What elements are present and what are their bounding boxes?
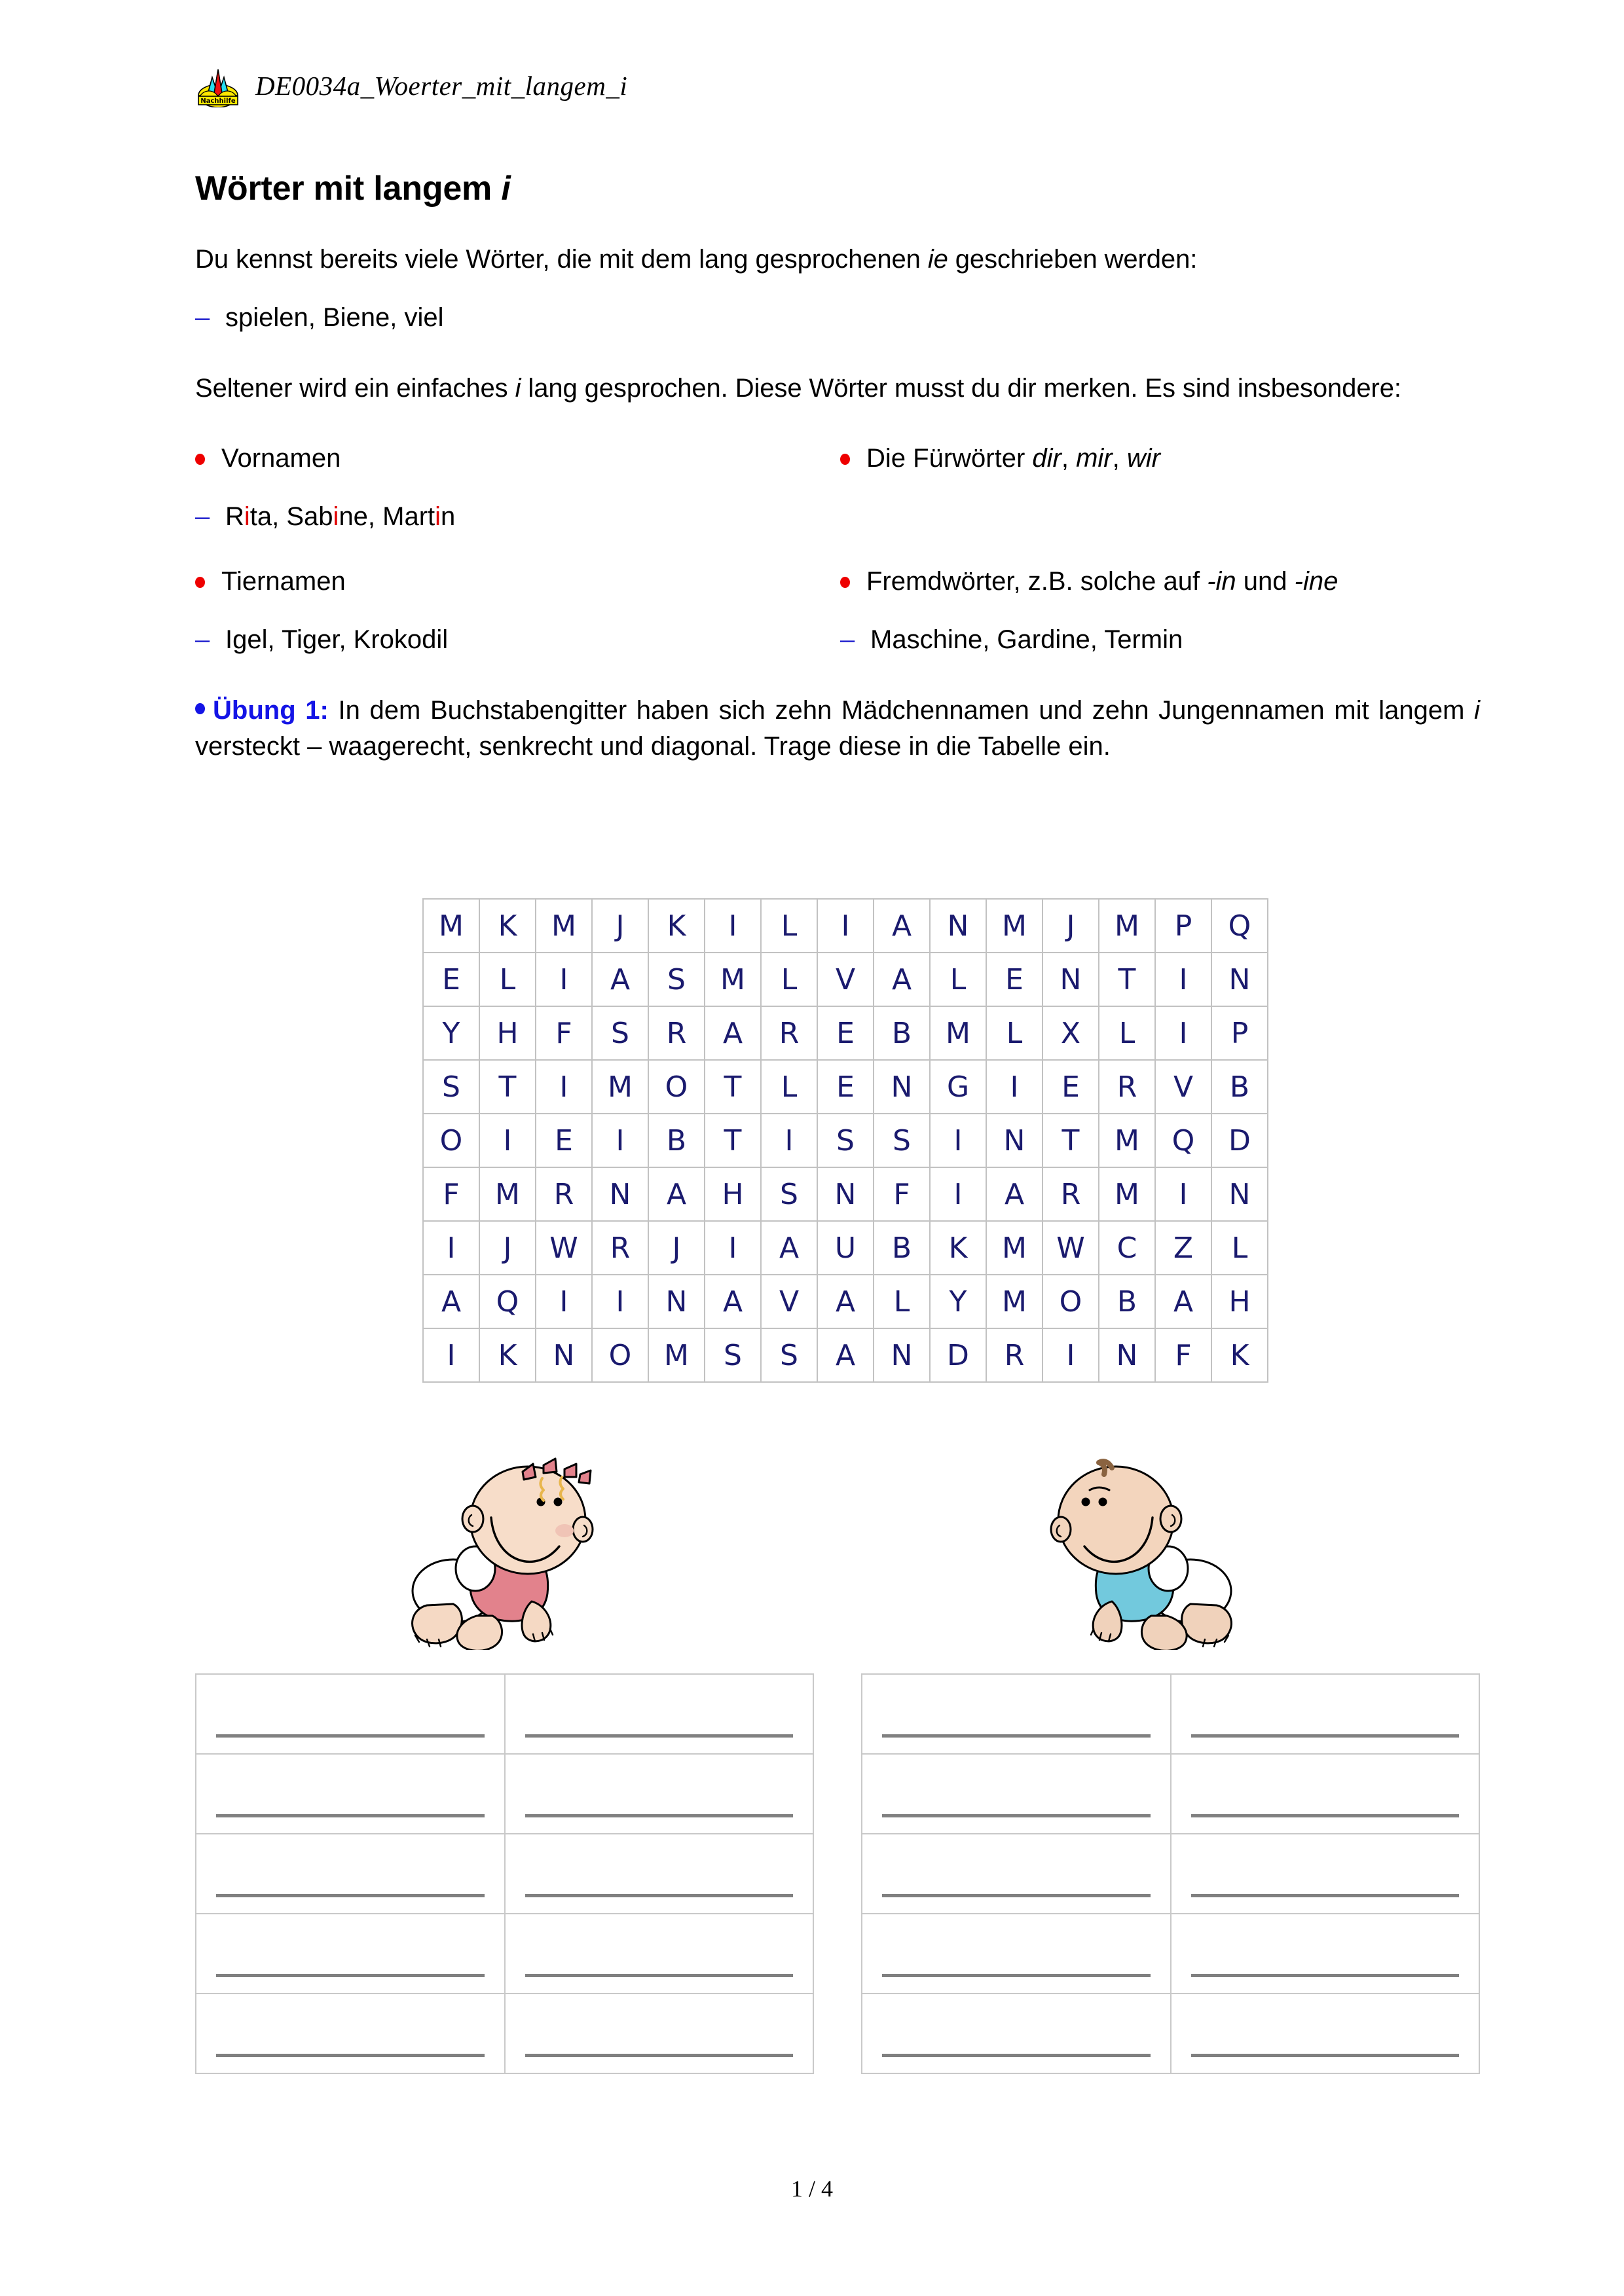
answer-tables-zone[interactable] bbox=[195, 1673, 1480, 2074]
page-number: 1 / 4 bbox=[790, 2176, 833, 2202]
word-grid-cell[interactable]: M bbox=[986, 1221, 1043, 1275]
blue-dot-icon bbox=[195, 703, 205, 714]
write-on-line bbox=[525, 1974, 794, 1977]
word-grid-cell[interactable]: M bbox=[986, 899, 1043, 953]
fuerwoerter-dir: dir bbox=[1032, 443, 1061, 473]
write-on-line bbox=[882, 1814, 1151, 1817]
page-title-text: Wörter mit langem bbox=[195, 170, 502, 208]
dash-bullet-icon: – bbox=[195, 625, 210, 655]
word-grid-cell[interactable]: F bbox=[536, 1006, 592, 1060]
word-grid-cell[interactable]: L bbox=[986, 1006, 1043, 1060]
intro-paragraph-2 bbox=[195, 371, 1480, 407]
write-on-line bbox=[882, 1894, 1151, 1897]
category-col-right-2 bbox=[840, 564, 1480, 658]
fremdwoerter-ine: -ine bbox=[1294, 567, 1338, 596]
word-grid-cell[interactable]: I bbox=[930, 1167, 986, 1221]
word-grid-cell[interactable]: S bbox=[817, 1114, 874, 1167]
category-row-2 bbox=[195, 564, 1480, 658]
answer-row bbox=[196, 1994, 813, 2073]
write-on-line bbox=[882, 1734, 1151, 1738]
word-grid-cell[interactable]: N bbox=[1043, 953, 1099, 1006]
word-grid-cell[interactable]: T bbox=[705, 1114, 761, 1167]
word-grid-cell[interactable]: I bbox=[592, 1114, 648, 1167]
red-dot-icon bbox=[195, 563, 221, 599]
word-grid-cell[interactable]: R bbox=[536, 1167, 592, 1221]
word-grid-cell[interactable]: T bbox=[705, 1060, 761, 1114]
word-grid-cell[interactable]: M bbox=[986, 1275, 1043, 1328]
word-grid-cell[interactable]: N bbox=[592, 1167, 648, 1221]
answer-cell[interactable] bbox=[1171, 1914, 1480, 1994]
write-on-line bbox=[525, 2054, 794, 2057]
word-grid-cell[interactable]: I bbox=[592, 1275, 648, 1328]
word-grid-cell[interactable]: R bbox=[761, 1006, 817, 1060]
category-bullet-tiernamen bbox=[195, 564, 840, 600]
word-grid-cell[interactable]: L bbox=[761, 953, 817, 1006]
word-grid-cell[interactable]: B bbox=[1099, 1275, 1155, 1328]
word-grid-row bbox=[423, 1221, 1268, 1275]
answer-cell[interactable] bbox=[505, 1754, 814, 1834]
word-grid-cell[interactable]: N bbox=[1099, 1328, 1155, 1382]
write-on-line bbox=[216, 1894, 485, 1897]
word-grid-cell[interactable]: I bbox=[1155, 1167, 1211, 1221]
intro2-text-b: lang gesprochen. Diese Wörter musst du dir merken. Es sind insbesondere: bbox=[521, 373, 1401, 403]
word-grid-cell[interactable]: I bbox=[817, 899, 874, 953]
word-grid-cell[interactable]: E bbox=[817, 1060, 874, 1114]
word-grid-cell[interactable]: F bbox=[423, 1167, 479, 1221]
word-grid-cell[interactable]: A bbox=[817, 1275, 874, 1328]
intro-example-text: spielen, Biene, viel bbox=[225, 303, 444, 333]
word-grid-cell[interactable]: K bbox=[479, 899, 536, 953]
word-grid-cell[interactable]: M bbox=[1099, 1114, 1155, 1167]
word-grid-cell[interactable]: I bbox=[1155, 953, 1211, 1006]
word-grid-cell[interactable]: Y bbox=[423, 1006, 479, 1060]
word-grid-cell[interactable]: J bbox=[648, 1221, 705, 1275]
category-label-fuerwoerter bbox=[866, 441, 1160, 477]
word-grid-cell[interactable]: N bbox=[1211, 953, 1268, 1006]
word-grid-cell[interactable]: J bbox=[479, 1221, 536, 1275]
answer-cell[interactable] bbox=[1171, 1754, 1480, 1834]
word-grid-cell[interactable]: N bbox=[930, 899, 986, 953]
word-grid-cell[interactable]: M bbox=[1099, 1167, 1155, 1221]
word-grid-cell[interactable]: S bbox=[874, 1114, 930, 1167]
word-grid-cell[interactable]: A bbox=[705, 1275, 761, 1328]
answer-row bbox=[196, 1754, 813, 1834]
answer-cell[interactable] bbox=[862, 1674, 1171, 1754]
answer-cell[interactable] bbox=[196, 1994, 505, 2073]
word-grid-cell[interactable]: S bbox=[423, 1060, 479, 1114]
word-grid-row bbox=[423, 1167, 1268, 1221]
word-grid-cell[interactable]: N bbox=[536, 1328, 592, 1382]
word-grid-cell[interactable]: B bbox=[648, 1114, 705, 1167]
word-grid-cell[interactable]: S bbox=[648, 953, 705, 1006]
exercise-text-italic: i bbox=[1474, 695, 1480, 725]
answer-row bbox=[862, 1914, 1479, 1994]
answer-cell[interactable] bbox=[505, 1834, 814, 1914]
write-on-line bbox=[216, 1814, 485, 1817]
word-grid-cell[interactable]: R bbox=[1043, 1167, 1099, 1221]
word-grid-row bbox=[423, 1006, 1268, 1060]
write-on-line bbox=[1191, 1974, 1460, 1977]
word-search-grid[interactable] bbox=[422, 898, 1268, 1383]
word-grid-cell[interactable]: H bbox=[479, 1006, 536, 1060]
word-grid-cell[interactable]: I bbox=[930, 1114, 986, 1167]
word-grid-cell[interactable]: J bbox=[1043, 899, 1099, 953]
word-grid-cell[interactable]: R bbox=[592, 1221, 648, 1275]
document-code-label: DE0034a_Woerter_mit_langem_i bbox=[255, 71, 628, 101]
word-grid-cell[interactable]: I bbox=[705, 899, 761, 953]
answer-cell[interactable] bbox=[1171, 1834, 1480, 1914]
word-grid-cell[interactable]: U bbox=[817, 1221, 874, 1275]
fremdwoerter-prefix: Fremdwörter, z.B. solche auf bbox=[866, 567, 1208, 596]
category-label-fremdwoerter bbox=[866, 564, 1338, 600]
word-grid-cell[interactable]: M bbox=[536, 899, 592, 953]
word-grid-cell[interactable]: L bbox=[874, 1275, 930, 1328]
word-grid-cell[interactable]: C bbox=[1099, 1221, 1155, 1275]
word-grid-cell[interactable]: K bbox=[1211, 1328, 1268, 1382]
word-grid-cell[interactable]: N bbox=[874, 1328, 930, 1382]
word-grid-cell[interactable]: I bbox=[536, 1275, 592, 1328]
exercise-text-b: versteckt – waagerecht, senkrecht und diagonal. Trage diese in die Tabelle ein. bbox=[195, 731, 1111, 761]
word-grid-cell[interactable]: T bbox=[1099, 953, 1155, 1006]
write-on-line bbox=[882, 1974, 1151, 1977]
intro-paragraph-1 bbox=[195, 242, 1480, 278]
word-grid-row bbox=[423, 1060, 1268, 1114]
word-grid-cell[interactable]: N bbox=[986, 1114, 1043, 1167]
word-grid-cell[interactable]: M bbox=[648, 1328, 705, 1382]
answer-cell[interactable] bbox=[505, 1914, 814, 1994]
answer-row bbox=[196, 1834, 813, 1914]
write-on-line bbox=[216, 1734, 485, 1738]
word-grid-cell[interactable]: P bbox=[1211, 1006, 1268, 1060]
category-examples-fremdwoerter bbox=[840, 622, 1480, 658]
category-label-vornamen: Vornamen bbox=[221, 443, 341, 473]
word-grid-cell[interactable]: I bbox=[479, 1114, 536, 1167]
svg-text:Nachhilfe: Nachhilfe bbox=[200, 98, 236, 105]
intro-text-italic: ie bbox=[927, 245, 948, 274]
answer-row bbox=[862, 1674, 1479, 1754]
answer-cell[interactable] bbox=[862, 1994, 1171, 2073]
word-grid-cell[interactable]: S bbox=[761, 1328, 817, 1382]
answer-cell[interactable] bbox=[196, 1914, 505, 1994]
answer-cell[interactable] bbox=[1171, 1994, 1480, 2073]
word-grid-table[interactable] bbox=[422, 898, 1268, 1383]
dash-bullet-icon: – bbox=[195, 501, 210, 531]
word-grid-cell[interactable]: K bbox=[479, 1328, 536, 1382]
word-grid-cell[interactable]: A bbox=[705, 1006, 761, 1060]
word-grid-cell[interactable]: N bbox=[874, 1060, 930, 1114]
intro-example-item bbox=[195, 300, 1480, 336]
category-row-1 bbox=[195, 441, 1480, 535]
intro2-text-italic: i bbox=[515, 373, 521, 403]
baby-girl-illustration bbox=[393, 1434, 609, 1653]
word-grid-cell[interactable]: V bbox=[761, 1275, 817, 1328]
word-grid-cell[interactable]: W bbox=[1043, 1221, 1099, 1275]
category-col-left-1 bbox=[195, 441, 840, 535]
category-label-tiernamen: Tiernamen bbox=[221, 567, 346, 596]
category-bullet-fremdwoerter bbox=[840, 564, 1480, 600]
word-grid-cell[interactable]: V bbox=[1155, 1060, 1211, 1114]
answer-table-right[interactable] bbox=[861, 1673, 1480, 2074]
fuerwoerter-sep2: , bbox=[1112, 443, 1127, 473]
write-on-line bbox=[216, 1974, 485, 1977]
word-grid-cell[interactable]: I bbox=[536, 953, 592, 1006]
word-grid-cell[interactable]: L bbox=[1211, 1221, 1268, 1275]
word-grid-cell[interactable]: L bbox=[761, 1060, 817, 1114]
word-grid-cell[interactable]: Q bbox=[479, 1275, 536, 1328]
word-grid-cell[interactable]: Q bbox=[1155, 1114, 1211, 1167]
baby-boy-illustration bbox=[1035, 1434, 1251, 1653]
word-grid-cell[interactable]: E bbox=[536, 1114, 592, 1167]
answer-cell[interactable] bbox=[505, 1994, 814, 2073]
word-grid-cell[interactable]: B bbox=[874, 1006, 930, 1060]
document-header bbox=[196, 64, 627, 107]
word-grid-cell[interactable]: A bbox=[592, 953, 648, 1006]
word-grid-cell[interactable]: A bbox=[423, 1275, 479, 1328]
answer-row bbox=[862, 1994, 1479, 2073]
answer-cell[interactable] bbox=[196, 1674, 505, 1754]
write-on-line bbox=[216, 2054, 485, 2057]
write-on-line bbox=[882, 2054, 1151, 2057]
word-grid-cell[interactable]: E bbox=[817, 1006, 874, 1060]
answer-row bbox=[196, 1914, 813, 1994]
word-grid-cell[interactable]: G bbox=[930, 1060, 986, 1114]
word-grid-cell[interactable]: R bbox=[986, 1328, 1043, 1382]
exercise-text-a: In dem Buchstabengitter haben sich zehn Mädchennamen und zehn Jungennamen mit langem bbox=[328, 695, 1475, 725]
answer-cell[interactable] bbox=[196, 1754, 505, 1834]
red-dot-icon bbox=[840, 563, 866, 599]
fuerwoerter-sep1: , bbox=[1061, 443, 1077, 473]
word-grid-cell[interactable]: M bbox=[705, 953, 761, 1006]
word-grid-cell[interactable]: T bbox=[479, 1060, 536, 1114]
page-title bbox=[195, 170, 1480, 208]
word-grid-cell[interactable]: A bbox=[986, 1167, 1043, 1221]
intro-text-a: Du kennst bereits viele Wörter, die mit dem lang gesprochenen bbox=[195, 245, 928, 274]
write-on-line bbox=[525, 1814, 794, 1817]
word-grid-cell[interactable]: I bbox=[1155, 1006, 1211, 1060]
page-footer bbox=[0, 2175, 1624, 2202]
word-grid-cell[interactable]: M bbox=[930, 1006, 986, 1060]
fuerwoerter-wir: wir bbox=[1126, 443, 1160, 473]
word-grid-cell[interactable]: S bbox=[592, 1006, 648, 1060]
write-on-line bbox=[1191, 1734, 1460, 1738]
category-col-left-2 bbox=[195, 564, 840, 658]
exercise-paragraph bbox=[195, 693, 1480, 765]
word-grid-cell[interactable]: L bbox=[930, 953, 986, 1006]
fuerwoerter-mir: mir bbox=[1076, 443, 1113, 473]
word-grid-cell[interactable]: O bbox=[1043, 1275, 1099, 1328]
category-bullet-fuerwoerter bbox=[840, 441, 1480, 477]
write-on-line bbox=[525, 1894, 794, 1897]
word-grid-row bbox=[423, 1328, 1268, 1382]
word-grid-cell[interactable]: X bbox=[1043, 1006, 1099, 1060]
write-on-line bbox=[1191, 1894, 1460, 1897]
word-grid-cell[interactable]: Q bbox=[1211, 899, 1268, 953]
word-grid-cell[interactable]: E bbox=[986, 953, 1043, 1006]
word-grid-cell[interactable]: H bbox=[1211, 1275, 1268, 1328]
word-grid-cell[interactable]: I bbox=[761, 1114, 817, 1167]
category-examples-vornamen bbox=[195, 499, 840, 535]
word-grid-cell[interactable]: E bbox=[1043, 1060, 1099, 1114]
word-grid-cell[interactable]: M bbox=[423, 899, 479, 953]
answer-cell[interactable] bbox=[862, 1914, 1171, 1994]
word-grid-cell[interactable]: W bbox=[536, 1221, 592, 1275]
intro-text-b: geschrieben werden: bbox=[948, 245, 1198, 274]
word-grid-cell[interactable]: V bbox=[817, 953, 874, 1006]
word-grid-cell[interactable]: D bbox=[1211, 1114, 1268, 1167]
word-grid-cell[interactable]: B bbox=[1211, 1060, 1268, 1114]
word-grid-cell[interactable]: J bbox=[592, 899, 648, 953]
answer-table-left[interactable] bbox=[195, 1673, 814, 2074]
fremdwoerter-mid: und bbox=[1236, 567, 1295, 596]
word-grid-cell[interactable]: N bbox=[817, 1167, 874, 1221]
category-col-right-1 bbox=[840, 441, 1480, 535]
word-grid-cell[interactable]: L bbox=[479, 953, 536, 1006]
word-grid-cell[interactable]: R bbox=[1099, 1060, 1155, 1114]
word-grid-cell[interactable]: Y bbox=[930, 1275, 986, 1328]
category-examples-tiernamen bbox=[195, 622, 840, 658]
page-title-italic: i bbox=[501, 170, 511, 208]
red-dot-icon bbox=[840, 440, 866, 476]
word-grid-cell[interactable]: Z bbox=[1155, 1221, 1211, 1275]
word-grid-cell[interactable]: N bbox=[1211, 1167, 1268, 1221]
word-grid-cell[interactable]: K bbox=[930, 1221, 986, 1275]
answer-cell[interactable] bbox=[1171, 1674, 1480, 1754]
nachhilfe-logo-icon bbox=[196, 64, 240, 107]
answer-cell[interactable] bbox=[196, 1834, 505, 1914]
exercise-label: Übung 1: bbox=[213, 695, 329, 725]
word-grid-cell[interactable]: I bbox=[705, 1221, 761, 1275]
word-grid-cell[interactable]: I bbox=[536, 1060, 592, 1114]
word-grid-cell[interactable]: S bbox=[705, 1328, 761, 1382]
word-grid-row bbox=[423, 899, 1268, 953]
category-bullet-vornamen bbox=[195, 441, 840, 477]
word-grid-cell[interactable]: P bbox=[1155, 899, 1211, 953]
tiernamen-example-text: Igel, Tiger, Krokodil bbox=[225, 625, 449, 655]
word-grid-cell[interactable]: F bbox=[874, 1167, 930, 1221]
word-grid-cell[interactable]: A bbox=[874, 953, 930, 1006]
answer-cell[interactable] bbox=[505, 1674, 814, 1754]
word-grid-cell[interactable]: A bbox=[874, 899, 930, 953]
word-grid-cell[interactable]: E bbox=[423, 953, 479, 1006]
dash-bullet-icon: – bbox=[195, 303, 210, 333]
write-on-line bbox=[1191, 2054, 1460, 2057]
write-on-line bbox=[525, 1734, 794, 1738]
word-grid-cell[interactable]: I bbox=[1043, 1328, 1099, 1382]
word-grid-cell[interactable]: A bbox=[761, 1221, 817, 1275]
word-grid-cell[interactable]: R bbox=[648, 1006, 705, 1060]
word-grid-cell[interactable]: O bbox=[648, 1060, 705, 1114]
page-content bbox=[195, 170, 1480, 765]
word-grid-cell[interactable]: I bbox=[423, 1221, 479, 1275]
word-grid-row bbox=[423, 953, 1268, 1006]
word-grid-cell[interactable]: K bbox=[648, 899, 705, 953]
vornamen-example-text: Rita, Sabine, Martin bbox=[225, 501, 456, 531]
word-grid-cell[interactable]: S bbox=[761, 1167, 817, 1221]
write-on-line bbox=[1191, 1814, 1460, 1817]
red-dot-icon bbox=[195, 440, 221, 476]
word-grid-cell[interactable]: M bbox=[592, 1060, 648, 1114]
word-grid-cell[interactable]: M bbox=[1099, 899, 1155, 953]
word-grid-cell[interactable]: F bbox=[1155, 1328, 1211, 1382]
word-grid-cell[interactable]: I bbox=[986, 1060, 1043, 1114]
dash-bullet-icon: – bbox=[840, 625, 855, 655]
fuerwoerter-prefix: Die Fürwörter bbox=[866, 443, 1033, 473]
word-grid-cell[interactable]: A bbox=[648, 1167, 705, 1221]
answer-cell[interactable] bbox=[862, 1834, 1171, 1914]
answer-row bbox=[862, 1754, 1479, 1834]
word-grid-cell[interactable]: M bbox=[479, 1167, 536, 1221]
answer-row bbox=[862, 1834, 1479, 1914]
fremdwoerter-in: -in bbox=[1207, 567, 1236, 596]
word-grid-cell[interactable]: O bbox=[423, 1114, 479, 1167]
answer-row bbox=[196, 1674, 813, 1754]
word-grid-cell[interactable]: I bbox=[423, 1328, 479, 1382]
word-grid-cell[interactable]: O bbox=[592, 1328, 648, 1382]
word-grid-cell[interactable]: D bbox=[930, 1328, 986, 1382]
word-grid-row bbox=[423, 1114, 1268, 1167]
word-grid-cell[interactable]: L bbox=[761, 899, 817, 953]
word-grid-cell[interactable]: A bbox=[817, 1328, 874, 1382]
word-grid-row bbox=[423, 1275, 1268, 1328]
word-grid-cell[interactable]: T bbox=[1043, 1114, 1099, 1167]
word-grid-cell[interactable]: L bbox=[1099, 1006, 1155, 1060]
word-grid-cell[interactable]: H bbox=[705, 1167, 761, 1221]
answer-cell[interactable] bbox=[862, 1754, 1171, 1834]
intro2-text-a: Seltener wird ein einfaches bbox=[195, 373, 515, 403]
word-grid-cell[interactable]: N bbox=[648, 1275, 705, 1328]
word-grid-cell[interactable]: B bbox=[874, 1221, 930, 1275]
word-grid-cell[interactable]: A bbox=[1155, 1275, 1211, 1328]
fremdwoerter-example-text: Maschine, Gardine, Termin bbox=[870, 625, 1183, 655]
